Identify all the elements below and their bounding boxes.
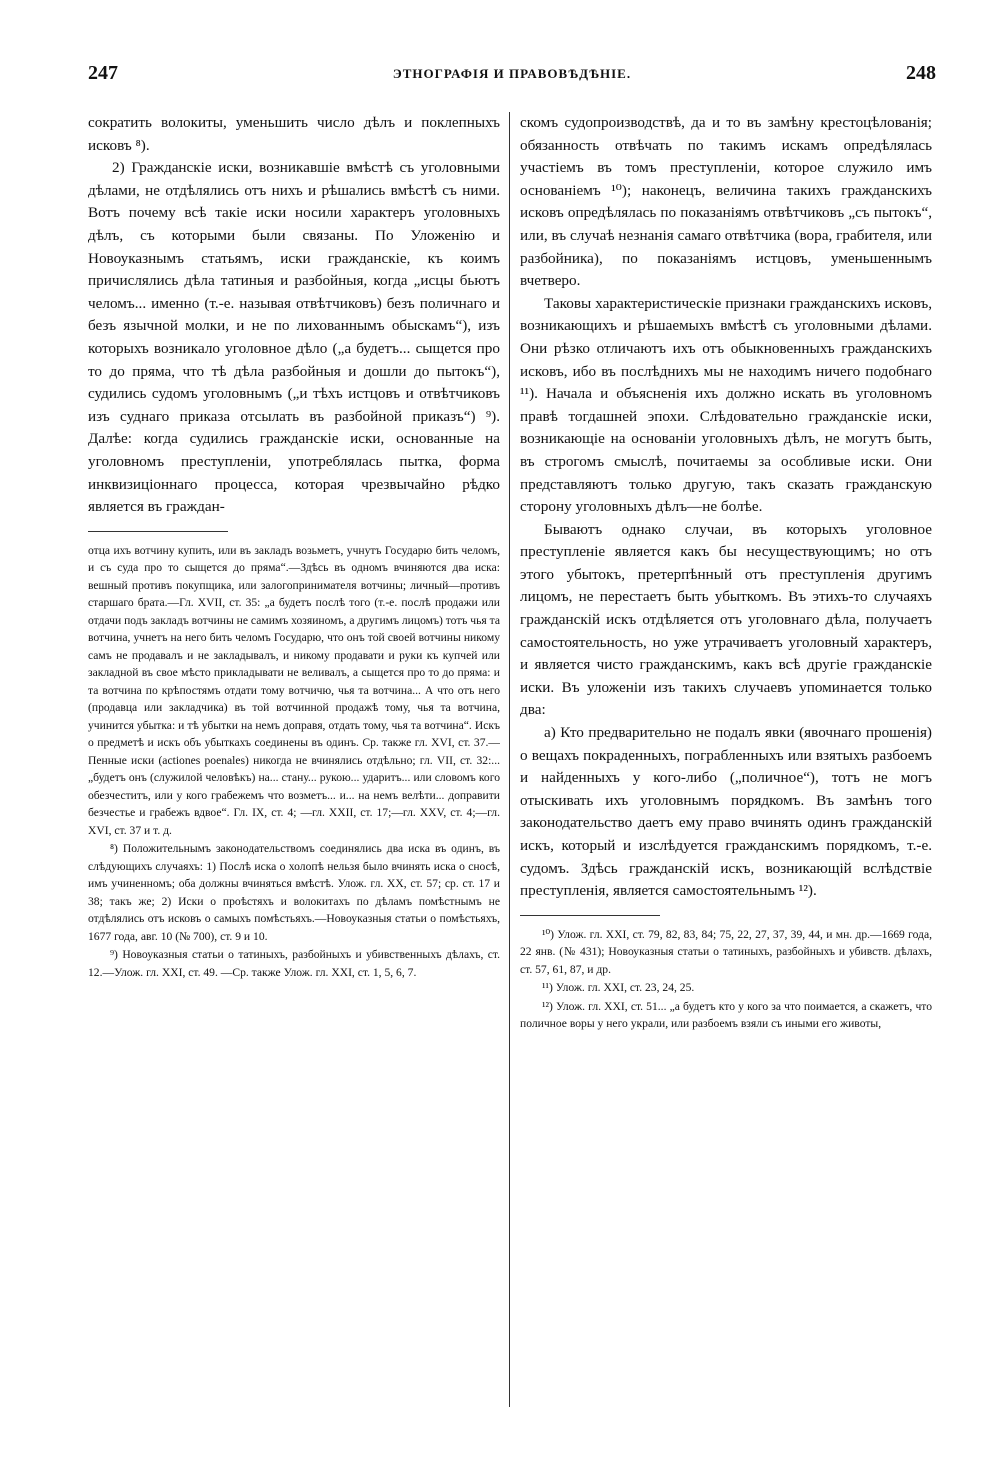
left-footnotes	[88, 542, 500, 982]
footnote: отца ихъ вотчину купить, или въ закладъ возьметъ, учнутъ Государю бить челомъ, и съ суда про то сыщется до пряма“.—Здѣсь въ одномъ вчиняются два иска: вешный противъ покупщика, или залогопринимателя вотчины; личный—противъ старшаго брата.—Гл. XVII, ст. 35: „а будетъ послѣ того (т.-е. послѣ продажи или отдачи подъ закладъ вотчины не самимъ хозяиномъ, а другимъ лицомъ) тотъ чья та вотчина, учнетъ на него бить челомъ Государю, что онъ той своей вотчины никому самъ не продавалъ и не закладывалъ, и никому продавати и руки къ купчей или закладной въ свое мѣсто прикладывати не веливалъ, а сыщется про то до пряма: и та вотчина по крѣпостямъ отдати тому вотчичю, чья та вотчина... А что отъ него (продавца или закладчика) въ той вотчинной продажѣ тому, чья та вотчина, учинится убытка: и тѣ убытки на немъ доправя, отдать тому, чья та вотчина“. Искъ о предметѣ и искъ объ убыткахъ соединены въ одинъ. Ср. также гл. XVI, ст. 37.—Пенные иски (actiones poenales) никогда не вчинялись отдѣльно; гл. VII, ст. 32:... „будетъ онъ (служилой человѣкъ) на... стану... рукою... ударитъ... или словомъ кого обезчеститъ, или у кого грабежемъ что возметъ... и... на немъ велѣти... доправити безчестье и грабежъ вдвое“. Гл. IX, ст. 4; —гл. XXII, ст. 17;—гл. XXV, ст. 4;—гл. XVI, ст. 37 и т. д.	[88, 543, 500, 837]
right-body	[520, 112, 932, 903]
paragraph: Бываютъ однако случаи, въ которыхъ уголовное преступленіе является какъ бы несуществующимъ; но отъ этого убытокъ, претерпѣнный отъ преступленія другимъ лицомъ, не перестаетъ быть убыткомъ. Въ этихъ-то случаяхъ гражданскій искъ отдѣляется отъ уголовнаго дѣла, получаетъ самостоятельность, но уже утрачиваетъ уголовный характеръ, и является чисто гражданскимъ, какъ всѣ другіе гражданскіе иски. Въ уложеніи изъ такихъ случаевъ упоминается только два:	[520, 520, 932, 719]
footnote-separator	[88, 531, 228, 532]
right-footnotes	[520, 926, 932, 1033]
footnote: ⁹) Новоуказныя статьи о татиныхъ, разбойныхъ и убивственныхъ дѣлахъ, ст. 12.—Улож. гл. XXI, ст. 49. —Ср. также Улож. гл. XXI, ст. 1, 5, 6, 7.	[88, 948, 500, 979]
running-title: ЭТНОГРАФІЯ И ПРАВОВѢДѢНІЕ.	[392, 66, 632, 81]
footnote: ¹²) Улож. гл. XXI, ст. 51... „а будетъ кто у кого за что поимается, а скажетъ, что поличное воры у него украли, или разбоемъ взяли съ иными его животы,	[520, 999, 932, 1031]
footnote: ¹⁰) Улож. гл. XXI, ст. 79, 82, 83, 84; 75, 22, 27, 37, 39, 44, и мн. др.—1669 года, 22 янв. (№ 431); Новоуказныя статьи о татиныхъ, разбойныхъ и убивств. дѣлахъ, ст. 57, 61, 87, и др.	[520, 927, 932, 976]
right-column	[520, 112, 932, 1412]
paragraph: а) Кто предварительно не подалъ явки (явочнаго прошенія) о вещахъ покраденныхъ, пограбленныхъ или взятыхъ разбоемъ и найденныхъ у кого-либо („поличное“), тотъ не могъ отыскивать ихъ уголовнымъ порядкомъ. Въ замѣнъ того законодательство даетъ ему право вчинять одинъ гражданскій искъ, который и изслѣдуется гражданскимъ порядкомъ, т.-е. судомъ. Здѣсь гражданскій искъ, возникающій вслѣдствіе преступленія, является самостоятельнымъ ¹²).	[520, 724, 932, 900]
left-body	[88, 112, 500, 519]
page-header	[88, 62, 936, 90]
footnote: ¹¹) Улож. гл. XXI, ст. 23, 24, 25.	[542, 981, 695, 995]
column-divider	[509, 112, 510, 1407]
paragraph: скомъ судопроизводствѣ, да и то въ замѣну крестоцѣлованія; обязанность отвѣчать по такимъ искамъ опредѣлялась участіемъ въ томъ преступленіи, которое служило имъ основаніемъ ¹⁰); наконецъ, величина такихъ гражданскихъ исковъ опредѣлялась по показаніямъ отвѣтчиковъ „съ пытокъ“, или, въ случаѣ незнанія самаго отвѣтчика (вора, грабителя, или разбойника), по показаніямъ истцовъ, уменьшеннымъ вчетверо.	[520, 114, 932, 290]
paragraph: сократить волокиты, уменьшить число дѣлъ и поклепныхъ исковъ ⁸).	[88, 114, 500, 154]
footnote: ⁸) Положительнымъ законодательствомъ соединялись два иска въ одинъ, въ слѣдующихъ случаяхъ: 1) Послѣ иска о холопѣ нельзя было вчинять иска о сносѣ, имъ учиненномъ; оба должны вчиняться вмѣстѣ. Улож. гл. XX, ст. 57; ср. ст. 17 и 38; такъ же; 2) Иски о проѣстяхъ и волокитахъ по дѣламъ помѣстнымъ не отдѣлялись отъ исковъ о самыхъ помѣстьяхъ.—Новоуказныя статьи о помѣстьяхъ, 1677 года, авг. 10 (№ 700), ст. 9 и 10.	[88, 842, 500, 943]
paragraph: Таковы характеристическіе признаки гражданскихъ исковъ, возникающихъ и рѣшаемыхъ вмѣстѣ съ уголовными дѣлами. Они рѣзко отличаютъ ихъ отъ обыкновенныхъ гражданскихъ исковъ, ибо въ послѣднихъ мы не находимъ ничего подобнаго ¹¹). Начала и объясненія ихъ должно искать въ уголовномъ правѣ тогдашней эпохи. Слѣдовательно гражданскіе иски, возникающіе на основаніи уголовныхъ дѣлъ, не могутъ быть, въ строгомъ смыслѣ, почитаемы за особливые иски. Они представляютъ только другую, такъ сказать гражданскую сторону уголовныхъ дѣлъ—не болѣе.	[520, 294, 932, 516]
page-number-right: 248	[906, 62, 936, 84]
footnote-separator	[520, 915, 660, 916]
page-number-left: 247	[88, 62, 118, 84]
left-column	[88, 112, 500, 1412]
paragraph: 2) Гражданскіе иски, возникавшіе вмѣстѣ съ уголовными дѣлами, не отдѣлялись отъ нихъ и рѣшались вмѣстѣ съ ними. Вотъ почему всѣ такіе иски носили характеръ уголовныхъ дѣлъ, съ которыми были связаны. По Уложенію и Новоуказнымъ статьямъ, иски гражданскіе, къ коимъ причислялись дѣла татиныя и разбойныя, когда „исцы бьютъ челомъ... именно (т.-е. называя отвѣтчиковъ) безъ поличнаго и безъ язычной молки, и не по лихованнымъ обыскамъ“), изъ которыхъ возникало уголовное дѣло („а будетъ... сыщется про то до пряма, что тѣ дѣла разбойныя и дошли до пытокъ“), судились судомъ уголовнымъ („и тѣхъ истцовъ и отвѣтчиковъ изъ суднаго приказа отсылать въ разбойной приказъ“) ⁹). Далѣе: когда судились гражданскіе иски, основанные на уголовномъ преступленіи, употреблялась пытка, форма инквизиціоннаго процесса, которая чрезвычайно рѣдко является въ граждан-	[88, 159, 500, 516]
